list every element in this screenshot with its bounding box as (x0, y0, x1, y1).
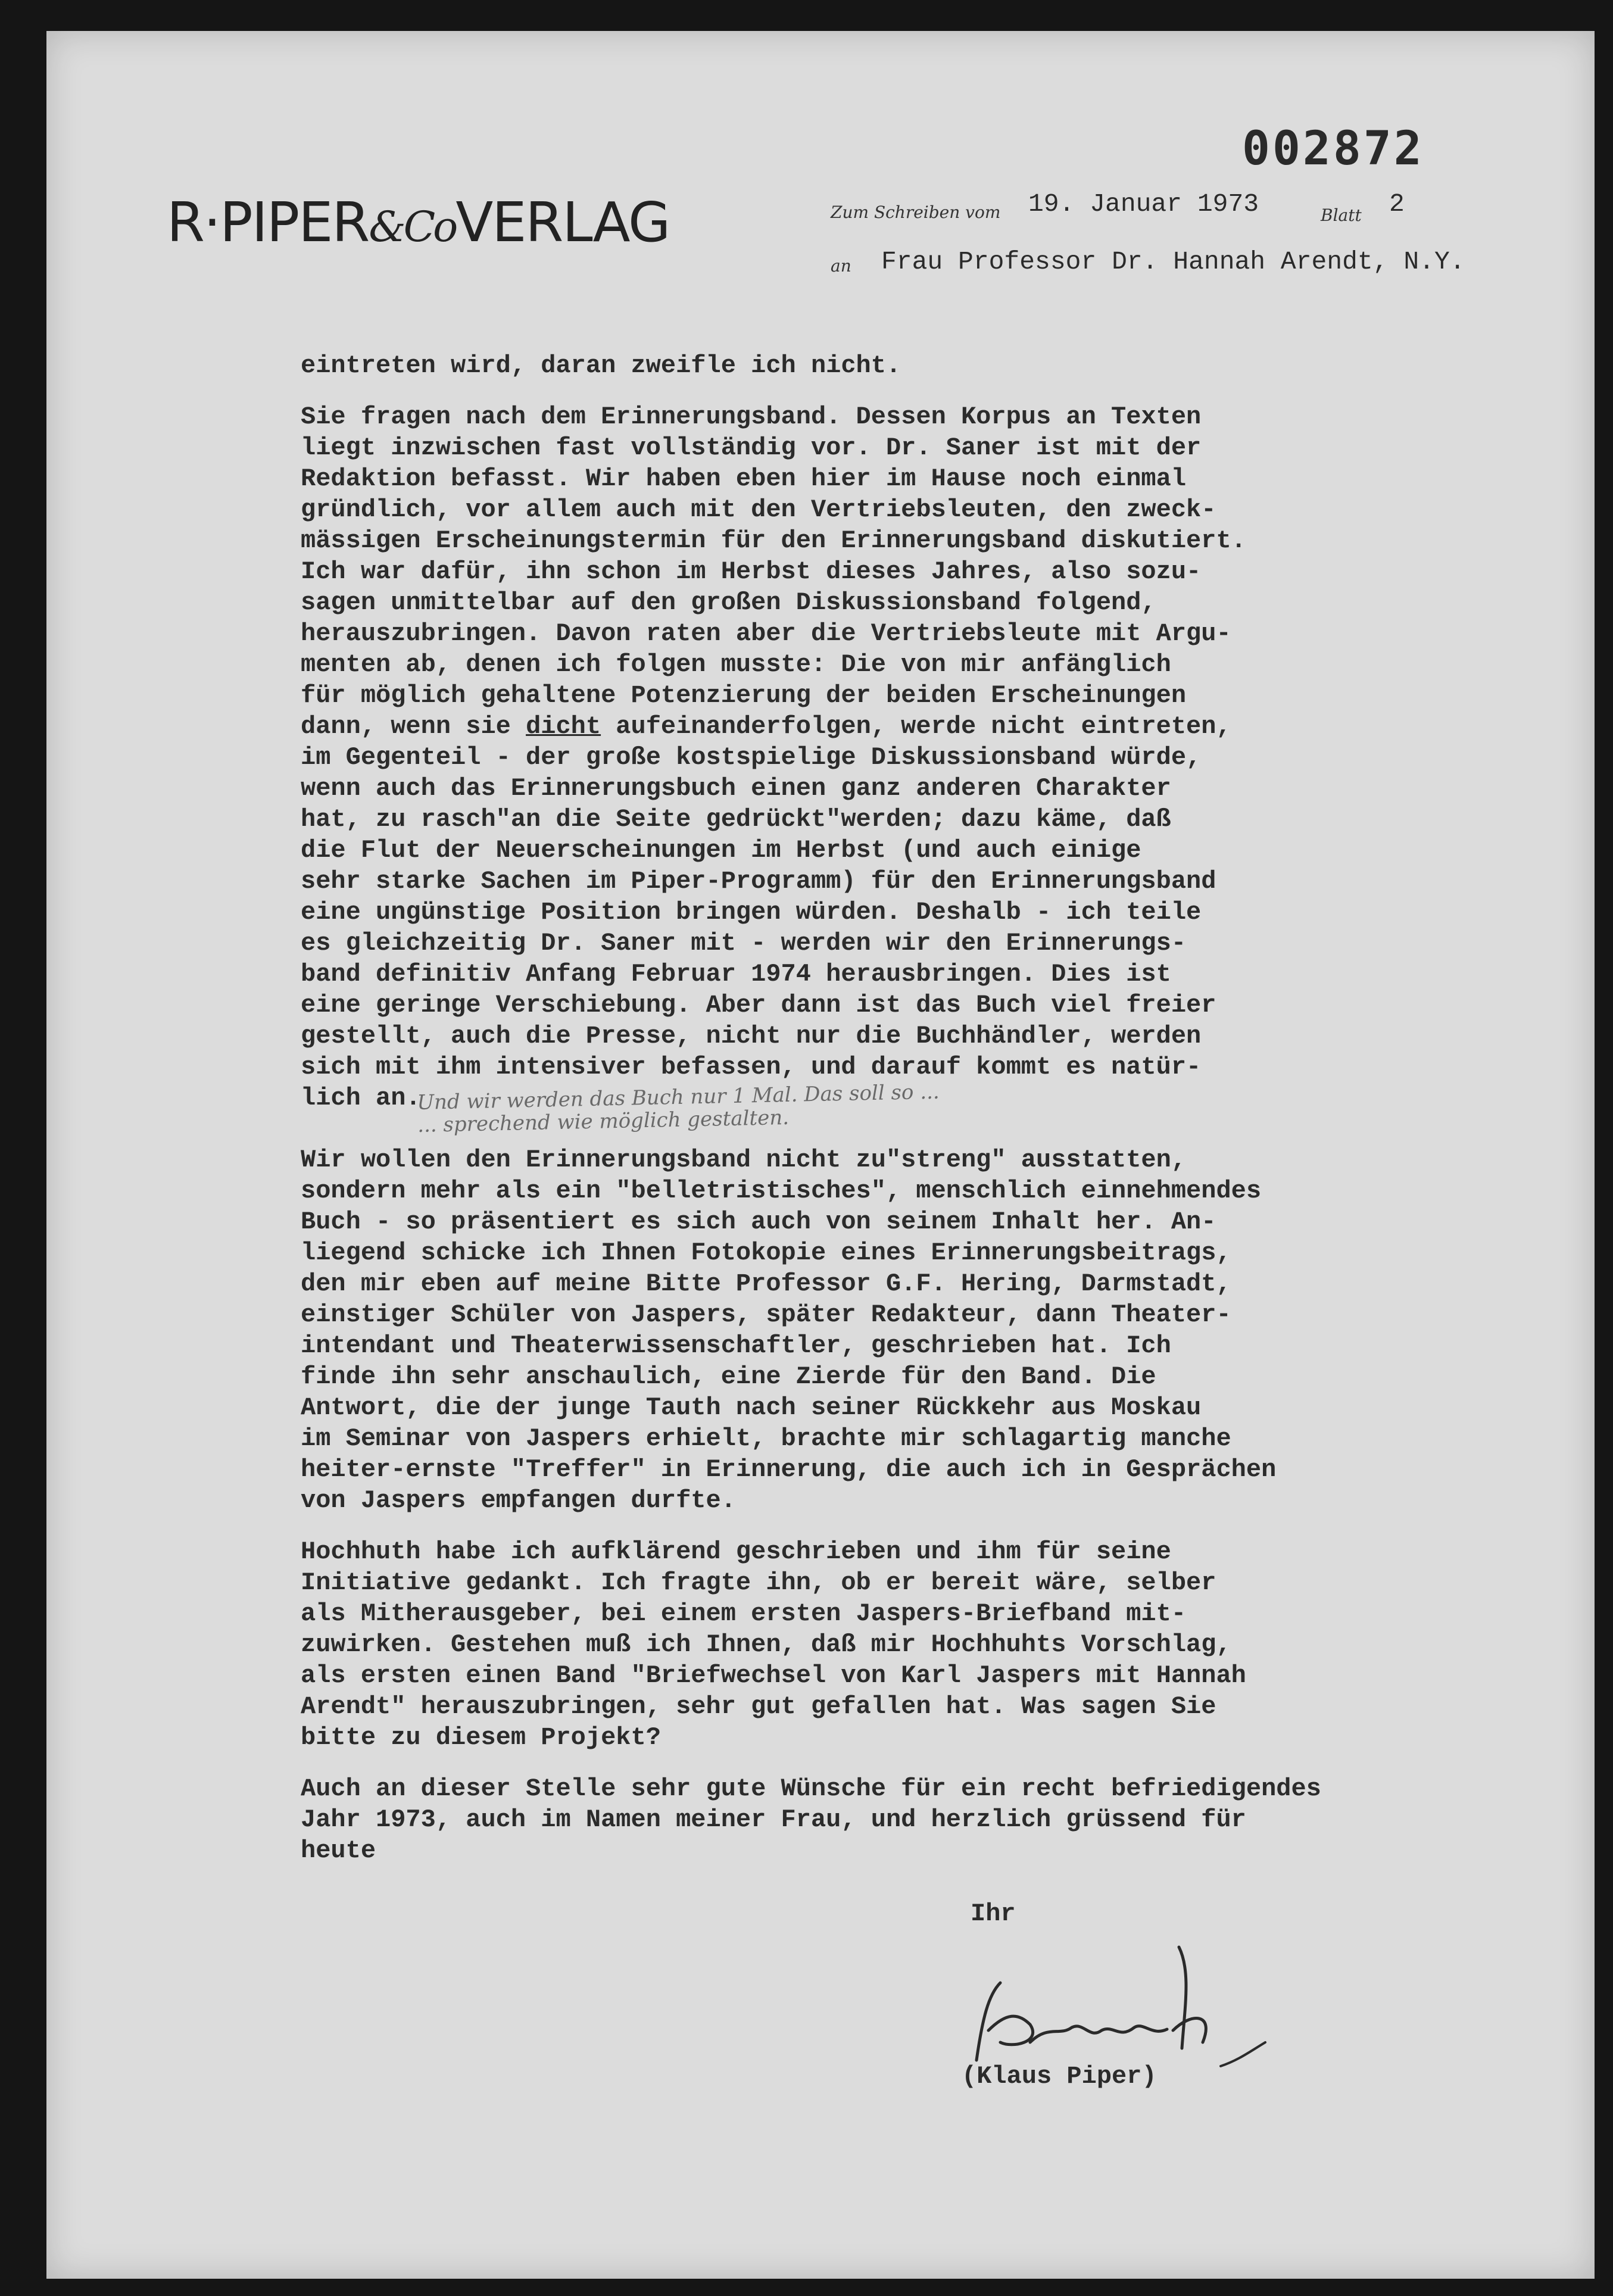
signature-stroke-p (1173, 1947, 1206, 2048)
archive-number: 002872 (1242, 122, 1424, 176)
recipient-label: an (831, 256, 851, 276)
paragraph (301, 350, 1480, 381)
text-line: Arendt" herauszubringen, sehr gut gefallen hat. Was sagen Sie (301, 1692, 1216, 1721)
text-line: finde ihn sehr anschaulich, eine Zierde für den Band. Die (301, 1362, 1156, 1391)
signature (965, 1923, 1274, 2078)
page-number: 2 (1389, 189, 1405, 219)
logo-part-1: R·PIPER (167, 191, 369, 254)
text-line: Wir wollen den Erinnerungsband nicht zu"streng" ausstatten, (301, 1146, 1187, 1174)
text-line: einstiger Schüler von Jaspers, später Redakteur, dann Theater- (301, 1300, 1231, 1329)
text-line: hat, zu rasch"an die Seite gedrückt"werden; dazu käme, daß (301, 805, 1171, 834)
text-line: es gleichzeitig Dr. Saner mit - werden wir den Erinnerungs- (301, 929, 1187, 957)
text-line: Redaktion befasst. Wir haben eben hier im Hause noch einmal (301, 464, 1187, 493)
text-line: dann, wenn sie dicht aufeinanderfolgen, werde nicht eintreten, (301, 712, 1231, 741)
text-line: Antwort, die der junge Tauth nach seiner Rückkehr aus Moskau (301, 1393, 1202, 1422)
reference-label: Zum Schreiben vom (831, 202, 1001, 222)
text-line: Sie fragen nach dem Erinnerungsband. Dessen Korpus an Texten (301, 403, 1202, 431)
text-line: menten ab, denen ich folgen musste: Die von mir anfänglich (301, 650, 1171, 679)
text-line: Initiative gedankt. Ich fragte ihn, ob er bereit wäre, selber (301, 1568, 1216, 1597)
text-line: sagen unmittelbar auf den großen Diskussionsband folgend, (301, 588, 1156, 617)
text-line: liegt inzwischen fast vollständig vor. Dr. Saner ist mit der (301, 433, 1202, 462)
paragraph-gap (301, 1753, 1480, 1773)
text-line: gründlich, vor allem auch mit den Vertriebsleuten, den zweck- (301, 495, 1216, 524)
text-line: liegend schicke ich Ihnen Fotokopie eines Erinnerungsbeitrags, (301, 1239, 1231, 1267)
closing-salutation: Ihr (971, 1899, 1016, 1928)
logo-ampersand: &Co (369, 202, 456, 251)
paragraph (301, 1536, 1480, 1753)
text-line: gestellt, auch die Presse, nicht nur die Buchhändler, werden (301, 1022, 1202, 1050)
underlined-word: dicht (526, 712, 601, 741)
text-line: mässigen Erscheinungstermin für den Erinnerungsband diskutiert. (301, 526, 1246, 555)
text-line: bitte zu diesem Projekt? (301, 1723, 661, 1752)
text-line: als Mitherausgeber, bei einem ersten Jaspers-Briefband mit- (301, 1599, 1187, 1628)
text-line: intendant und Theaterwissenschaftler, geschrieben hat. Ich (301, 1331, 1171, 1360)
text-line: von Jaspers empfangen durfte. (301, 1486, 736, 1515)
text-line: lich an. (301, 1084, 421, 1112)
page-label: Blatt (1321, 205, 1362, 225)
publisher-logo (167, 191, 669, 254)
text-line: heiter-ernste "Treffer" in Erinnerung, die auch ich in Gesprächen (301, 1455, 1277, 1484)
text-line: heute (301, 1836, 376, 1865)
text-line: den mir eben auf meine Bitte Professor G.F. Hering, Darmstadt, (301, 1269, 1231, 1298)
text-line: sondern mehr als ein "belletristisches", menschlich einnehmendes (301, 1177, 1262, 1205)
text-line: eine ungünstige Position bringen würden. Deshalb - ich teile (301, 898, 1202, 926)
text-line: wenn auch das Erinnerungsbuch einen ganz anderen Charakter (301, 774, 1171, 803)
text-line: für möglich gehaltene Potenzierung der beiden Erscheinungen (301, 681, 1187, 710)
signature-stroke-k (976, 1983, 1033, 2060)
text-line: die Flut der Neuerscheinungen im Herbst (und auch einige (301, 836, 1141, 865)
text-line: eintreten wird, daran zweifle ich nicht. (301, 351, 901, 380)
text-line: herauszubringen. Davon raten aber die Vertriebsleute mit Argu- (301, 619, 1231, 648)
logo-part-2: VERLAG (455, 191, 670, 254)
text-line: zuwirken. Gestehen muß ich Ihnen, daß mir Hochhuhts Vorschlag, (301, 1630, 1231, 1659)
text-line: Jahr 1973, auch im Namen meiner Frau, und herzlich grüssend für (301, 1805, 1246, 1834)
signature-stroke-laus (1030, 2026, 1167, 2042)
paragraph (301, 1113, 1480, 1516)
paragraph (301, 401, 1480, 1113)
signature-flourish (1221, 2042, 1265, 2066)
text-line: sehr starke Sachen im Piper-Programm) für den Erinnerungsband (301, 867, 1216, 896)
text-line: eine geringe Verschiebung. Aber dann ist das Buch viel freier (301, 991, 1216, 1019)
text-line: Ich war dafür, ihn schon im Herbst dieses Jahres, also sozu- (301, 557, 1202, 586)
recipient: Frau Professor Dr. Hannah Arendt, N.Y. (881, 247, 1465, 276)
paragraph (301, 1773, 1480, 1866)
text-line: sich mit ihm intensiver befassen, und darauf kommt es natür- (301, 1053, 1202, 1081)
signatory-name: (Klaus Piper) (962, 2062, 1157, 2091)
handwritten-line-2: ... sprechend wie möglich gestalten. (417, 1105, 790, 1137)
paragraph-gap (301, 1516, 1480, 1536)
text-line: Auch an dieser Stelle sehr gute Wünsche für ein recht befriedigendes (301, 1774, 1321, 1803)
text-line: Buch - so präsentiert es sich auch von seinem Inhalt her. An- (301, 1208, 1216, 1236)
text-line: Hochhuth habe ich aufklärend geschrieben und ihm für seine (301, 1537, 1171, 1566)
reference-date: 19. Januar 1973 (1028, 189, 1259, 219)
text-line: im Gegenteil - der große kostspielige Diskussionsband würde, (301, 743, 1202, 772)
text-line: als ersten einen Band "Briefwechsel von Karl Jaspers mit Hannah (301, 1661, 1246, 1690)
paragraph-gap (301, 381, 1480, 401)
text-line: im Seminar von Jaspers erhielt, brachte mir schlagartig manche (301, 1424, 1231, 1453)
text-line: band definitiv Anfang Februar 1974 herausbringen. Dies ist (301, 960, 1171, 988)
handwritten-line-1: Und wir werden das Buch nur 1 Mal. Das soll so ... (416, 1080, 940, 1115)
